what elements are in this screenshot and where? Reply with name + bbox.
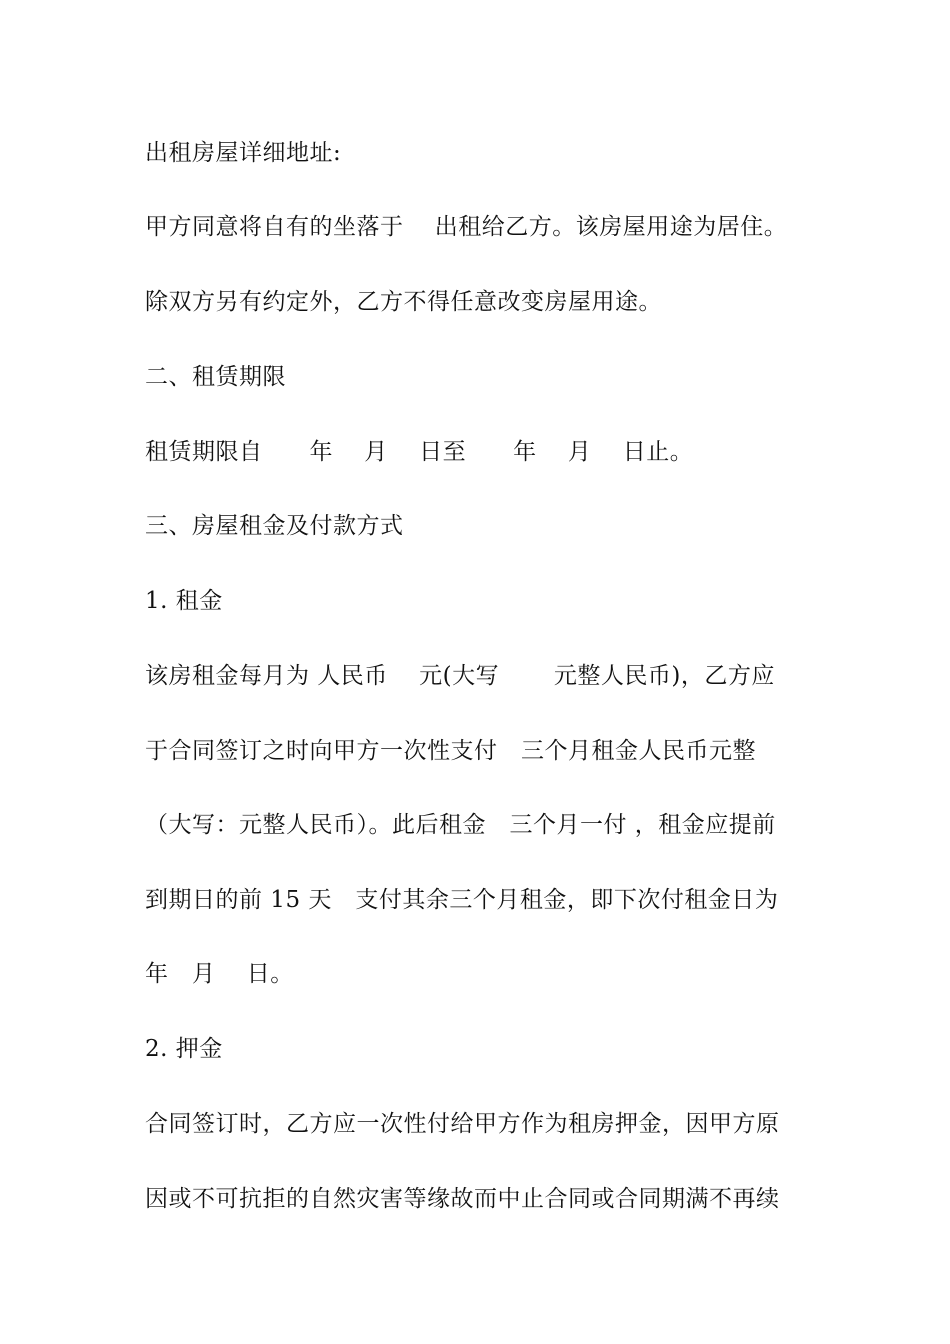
subheading-rent: 1. 租金 (145, 588, 223, 614)
rent-paragraph-line-3: （大写：元整人民币）。此后租金 三个月一付 ，租金应提前 (145, 812, 776, 838)
address-label-line: 出租房屋详细地址: (145, 140, 342, 166)
rent-paragraph-line-4: 到期日的前 15 天 支付其余三个月租金，即下次付租金日为 (145, 887, 779, 913)
property-location-line: 甲方同意将自有的坐落于 出租给乙方。该房屋用途为居住。 (145, 214, 788, 240)
subheading-deposit: 2. 押金 (145, 1036, 223, 1062)
usage-restriction-line: 除双方另有约定外，乙方不得任意改变房屋用途。 (145, 289, 662, 315)
rent-paragraph-line-1: 该房租金每月为 人民币 元(大写 元整人民币)，乙方应 (145, 663, 775, 689)
lease-term-line: 租赁期限自 年 月 日至 年 月 日止。 (145, 439, 694, 465)
section-heading-lease-term: 二、租赁期限 (145, 364, 286, 390)
rent-paragraph-line-5: 年 月 日。 (145, 961, 294, 987)
rent-paragraph-line-2: 于合同签订之时向甲方一次性支付 三个月租金人民币元整 (145, 738, 756, 764)
deposit-paragraph-line-1: 合同签订时，乙方应一次性付给甲方作为租房押金，因甲方原 (145, 1111, 780, 1137)
section-heading-rent-payment: 三、房屋租金及付款方式 (145, 513, 404, 539)
deposit-paragraph-line-2: 因或不可抗拒的自然灾害等缘故而中止合同或合同期满不再续 (145, 1186, 780, 1212)
